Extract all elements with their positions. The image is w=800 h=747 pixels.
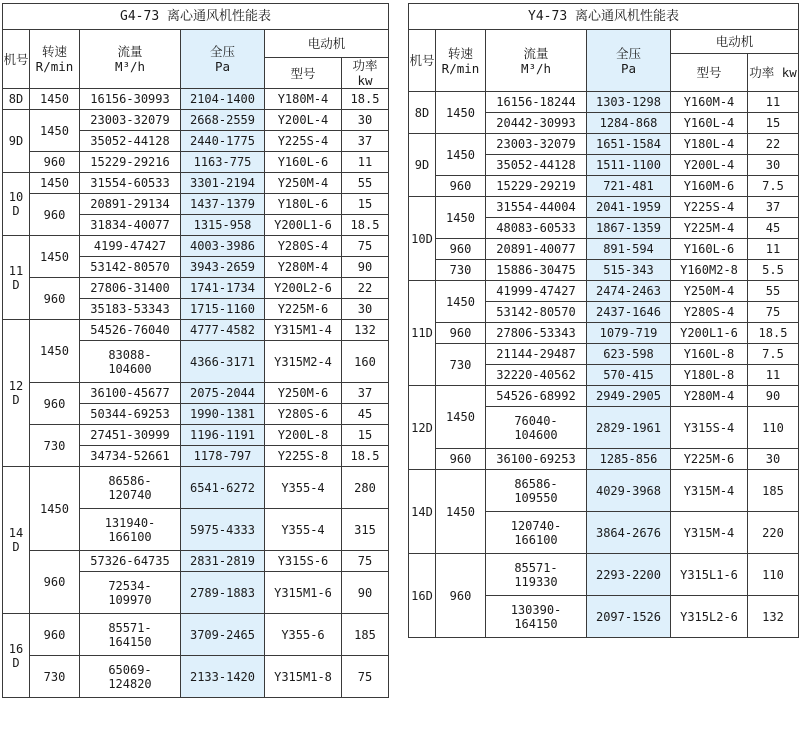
cell-pressure: 1284-868 — [587, 113, 671, 134]
cell-pressure: 4029-3968 — [587, 470, 671, 512]
header-motor-type: 型号 — [671, 54, 748, 92]
table-row — [3, 278, 389, 299]
cell-pressure: 2041-1959 — [587, 197, 671, 218]
cell-flow: 21144-29487 — [486, 344, 587, 365]
cell-pressure: 1285-856 — [587, 449, 671, 470]
header-pressure: 全压 Pa — [181, 30, 265, 89]
cell-motor-type: Y160L-6 — [265, 152, 342, 173]
cell-motor-type: Y225S-8 — [265, 446, 342, 467]
cell-pressure: 4777-4582 — [181, 320, 265, 341]
cell-model: 10D — [409, 197, 436, 281]
cell-motor-type: Y160L-4 — [671, 113, 748, 134]
cell-pressure: 721-481 — [587, 176, 671, 197]
cell-motor-type: Y200L-4 — [671, 155, 748, 176]
cell-power: 11 — [748, 92, 799, 113]
cell-pressure: 2440-1775 — [181, 131, 265, 152]
cell-pressure: 1437-1379 — [181, 194, 265, 215]
cell-pressure: 2474-2463 — [587, 281, 671, 302]
cell-power: 30 — [342, 299, 389, 320]
cell-power: 11 — [748, 239, 799, 260]
header-model: 机号 — [3, 30, 30, 89]
cell-motor-type: Y280S-4 — [671, 302, 748, 323]
cell-power: 30 — [748, 449, 799, 470]
cell-speed: 1450 — [30, 236, 80, 278]
table-row — [409, 176, 799, 197]
cell-motor-type: Y180M-4 — [265, 89, 342, 110]
cell-flow: 20891-40077 — [486, 239, 587, 260]
cell-pressure: 4003-3986 — [181, 236, 265, 257]
cell-pressure: 2104-1400 — [181, 89, 265, 110]
cell-flow: 23003-32079 — [80, 110, 181, 131]
cell-speed: 960 — [30, 152, 80, 173]
cell-motor-type: Y200L-4 — [265, 110, 342, 131]
table-row — [3, 110, 389, 131]
cell-power: 30 — [748, 155, 799, 176]
cell-flow: 41999-47427 — [486, 281, 587, 302]
cell-pressure: 3709-2465 — [181, 614, 265, 656]
cell-pressure: 2949-2905 — [587, 386, 671, 407]
cell-pressure: 1511-1100 — [587, 155, 671, 176]
cell-flow: 35052-44128 — [80, 131, 181, 152]
header-flow: 流量 M³/h — [486, 30, 587, 92]
cell-speed: 960 — [436, 554, 486, 638]
cell-speed: 960 — [436, 239, 486, 260]
cell-pressure: 1741-1734 — [181, 278, 265, 299]
cell-power: 110 — [748, 554, 799, 596]
cell-power: 15 — [342, 194, 389, 215]
cell-power: 7.5 — [748, 344, 799, 365]
cell-speed: 960 — [436, 176, 486, 197]
cell-speed: 960 — [30, 278, 80, 320]
cell-pressure: 1651-1584 — [587, 134, 671, 155]
cell-motor-type: Y200L2-6 — [265, 278, 342, 299]
table-row — [409, 344, 799, 365]
table-row — [409, 281, 799, 302]
cell-motor-type: Y180L-4 — [671, 134, 748, 155]
cell-power: 37 — [748, 197, 799, 218]
cell-speed: 1450 — [30, 89, 80, 110]
cell-motor-type: Y180L-8 — [671, 365, 748, 386]
cell-pressure: 2293-2200 — [587, 554, 671, 596]
cell-power: 18.5 — [342, 446, 389, 467]
cell-pressure: 6541-6272 — [181, 467, 265, 509]
cell-flow: 23003-32079 — [486, 134, 587, 155]
cell-motor-type: Y315S-4 — [671, 407, 748, 449]
table-row — [3, 236, 389, 257]
cell-flow: 36100-45677 — [80, 383, 181, 404]
header-motor-type: 型号 — [265, 58, 342, 89]
cell-speed: 1450 — [30, 173, 80, 194]
cell-power: 55 — [342, 173, 389, 194]
cell-flow: 20442-30993 — [486, 113, 587, 134]
cell-power: 90 — [748, 386, 799, 407]
cell-pressure: 1867-1359 — [587, 218, 671, 239]
cell-power: 75 — [342, 551, 389, 572]
cell-power: 37 — [342, 131, 389, 152]
table-row — [409, 197, 799, 218]
cell-motor-type: Y160M2-8 — [671, 260, 748, 281]
y4-73-performance-table — [408, 3, 799, 638]
cell-motor-type: Y160L-8 — [671, 344, 748, 365]
cell-speed: 1450 — [436, 470, 486, 554]
cell-pressure: 1303-1298 — [587, 92, 671, 113]
cell-power: 90 — [342, 257, 389, 278]
cell-power: 132 — [748, 596, 799, 638]
cell-pressure: 1315-958 — [181, 215, 265, 236]
cell-power: 280 — [342, 467, 389, 509]
header-power: 功率 kw — [748, 54, 799, 92]
cell-power: 75 — [342, 236, 389, 257]
cell-flow: 27806-31400 — [80, 278, 181, 299]
cell-flow: 86586- 120740 — [80, 467, 181, 509]
cell-pressure: 1990-1381 — [181, 404, 265, 425]
cell-model: 14 D — [3, 467, 30, 614]
cell-motor-type: Y355-6 — [265, 614, 342, 656]
cell-motor-type: Y315M1-4 — [265, 320, 342, 341]
cell-pressure: 5975-4333 — [181, 509, 265, 551]
cell-flow: 72534- 109970 — [80, 572, 181, 614]
cell-power: 22 — [748, 134, 799, 155]
header-power: 功率 kw — [342, 58, 389, 89]
cell-speed: 1450 — [30, 467, 80, 551]
cell-motor-type: Y250M-4 — [265, 173, 342, 194]
table-row — [409, 260, 799, 281]
header-speed: 转速 R/min — [30, 30, 80, 89]
cell-flow: 27451-30999 — [80, 425, 181, 446]
cell-motor-type: Y315L2-6 — [671, 596, 748, 638]
cell-speed: 960 — [436, 449, 486, 470]
cell-power: 18.5 — [748, 323, 799, 344]
cell-flow: 31554-44004 — [486, 197, 587, 218]
cell-flow: 16156-18244 — [486, 92, 587, 113]
cell-power: 45 — [748, 218, 799, 239]
cell-pressure: 3301-2194 — [181, 173, 265, 194]
cell-flow: 54526-76040 — [80, 320, 181, 341]
cell-pressure: 1178-797 — [181, 446, 265, 467]
cell-pressure: 1079-719 — [587, 323, 671, 344]
cell-motor-type: Y180L-6 — [265, 194, 342, 215]
table-row — [3, 194, 389, 215]
cell-pressure: 3864-2676 — [587, 512, 671, 554]
cell-motor-type: Y315M1-8 — [265, 656, 342, 698]
cell-power: 11 — [342, 152, 389, 173]
cell-speed: 1450 — [436, 386, 486, 449]
cell-power: 160 — [342, 341, 389, 383]
cell-flow: 31554-60533 — [80, 173, 181, 194]
cell-pressure: 2668-2559 — [181, 110, 265, 131]
cell-power: 55 — [748, 281, 799, 302]
cell-speed: 1450 — [436, 92, 486, 134]
header-speed: 转速 R/min — [436, 30, 486, 92]
cell-model: 9D — [3, 110, 30, 173]
cell-power: 18.5 — [342, 215, 389, 236]
cell-model: 8D — [409, 92, 436, 134]
cell-flow: 35183-53343 — [80, 299, 181, 320]
cell-speed: 1450 — [436, 281, 486, 323]
cell-flow: 130390- 164150 — [486, 596, 587, 638]
cell-flow: 27806-53343 — [486, 323, 587, 344]
cell-power: 30 — [342, 110, 389, 131]
table-row — [3, 425, 389, 446]
cell-motor-type: Y250M-4 — [671, 281, 748, 302]
cell-speed: 1450 — [436, 134, 486, 176]
cell-power: 11 — [748, 365, 799, 386]
cell-flow: 32220-40562 — [486, 365, 587, 386]
table-row — [3, 656, 389, 698]
table-row — [3, 152, 389, 173]
cell-power: 90 — [342, 572, 389, 614]
cell-power: 15 — [342, 425, 389, 446]
table-row — [3, 383, 389, 404]
header-model: 机号 — [409, 30, 436, 92]
cell-flow: 16156-30993 — [80, 89, 181, 110]
cell-flow: 85571- 164150 — [80, 614, 181, 656]
cell-flow: 31834-40077 — [80, 215, 181, 236]
cell-model: 16 D — [3, 614, 30, 698]
cell-motor-type: Y355-4 — [265, 509, 342, 551]
cell-motor-type: Y280S-4 — [265, 236, 342, 257]
cell-motor-type: Y315M2-4 — [265, 341, 342, 383]
cell-model: 10 D — [3, 173, 30, 236]
table-row — [3, 89, 389, 110]
table-row — [409, 134, 799, 155]
cell-pressure: 2097-1526 — [587, 596, 671, 638]
cell-flow: 120740- 166100 — [486, 512, 587, 554]
cell-motor-type: Y225M-6 — [265, 299, 342, 320]
cell-motor-type: Y200L1-6 — [265, 215, 342, 236]
cell-model: 11 D — [3, 236, 30, 320]
cell-speed: 960 — [30, 614, 80, 656]
cell-speed: 960 — [30, 194, 80, 236]
cell-speed: 1450 — [30, 320, 80, 383]
table-row — [409, 239, 799, 260]
cell-pressure: 4366-3171 — [181, 341, 265, 383]
cell-motor-type: Y225M-4 — [671, 218, 748, 239]
cell-flow: 86586- 109550 — [486, 470, 587, 512]
cell-flow: 34734-52661 — [80, 446, 181, 467]
cell-flow: 83088- 104600 — [80, 341, 181, 383]
cell-power: 75 — [748, 302, 799, 323]
cell-flow: 53142-80570 — [486, 302, 587, 323]
cell-power: 5.5 — [748, 260, 799, 281]
cell-speed: 960 — [30, 551, 80, 614]
cell-motor-type: Y200L-8 — [265, 425, 342, 446]
cell-motor-type: Y280M-4 — [265, 257, 342, 278]
table-row — [409, 92, 799, 113]
cell-model: 8D — [3, 89, 30, 110]
table-body — [3, 89, 389, 698]
cell-motor-type: Y225S-4 — [671, 197, 748, 218]
cell-flow: 57326-64735 — [80, 551, 181, 572]
cell-motor-type: Y315M-4 — [671, 512, 748, 554]
cell-pressure: 2075-2044 — [181, 383, 265, 404]
cell-power: 185 — [342, 614, 389, 656]
cell-pressure: 3943-2659 — [181, 257, 265, 278]
cell-motor-type: Y280M-4 — [671, 386, 748, 407]
table-row — [3, 173, 389, 194]
cell-motor-type: Y160L-6 — [671, 239, 748, 260]
cell-flow: 4199-47427 — [80, 236, 181, 257]
cell-flow: 53142-80570 — [80, 257, 181, 278]
cell-flow: 50344-69253 — [80, 404, 181, 425]
cell-pressure: 2789-1883 — [181, 572, 265, 614]
cell-flow: 20891-29134 — [80, 194, 181, 215]
table-title: Y4-73 离心通风机性能表 — [409, 4, 799, 30]
cell-motor-type: Y160M-6 — [671, 176, 748, 197]
cell-flow: 15229-29219 — [486, 176, 587, 197]
cell-motor-type: Y355-4 — [265, 467, 342, 509]
cell-power: 185 — [748, 470, 799, 512]
cell-pressure: 1163-775 — [181, 152, 265, 173]
cell-power: 45 — [342, 404, 389, 425]
cell-speed: 1450 — [436, 197, 486, 239]
table-row — [409, 323, 799, 344]
cell-pressure: 570-415 — [587, 365, 671, 386]
cell-power: 75 — [342, 656, 389, 698]
cell-pressure: 2437-1646 — [587, 302, 671, 323]
cell-motor-type: Y225S-4 — [265, 131, 342, 152]
table-row — [409, 554, 799, 596]
cell-speed: 1450 — [30, 110, 80, 152]
cell-speed: 730 — [436, 260, 486, 281]
g4-73-performance-table — [2, 3, 389, 698]
cell-power: 110 — [748, 407, 799, 449]
cell-motor-type: Y250M-6 — [265, 383, 342, 404]
cell-pressure: 2829-1961 — [587, 407, 671, 449]
table-row — [409, 386, 799, 407]
cell-motor-type: Y315L1-6 — [671, 554, 748, 596]
cell-motor-type: Y315M1-6 — [265, 572, 342, 614]
cell-speed: 960 — [30, 383, 80, 425]
cell-motor-type: Y200L1-6 — [671, 323, 748, 344]
cell-motor-type: Y280S-6 — [265, 404, 342, 425]
cell-flow: 76040- 104600 — [486, 407, 587, 449]
cell-flow: 36100-69253 — [486, 449, 587, 470]
table-row — [3, 614, 389, 656]
cell-pressure: 2831-2819 — [181, 551, 265, 572]
cell-power: 7.5 — [748, 176, 799, 197]
cell-pressure: 515-343 — [587, 260, 671, 281]
table-row — [3, 320, 389, 341]
cell-model: 16D — [409, 554, 436, 638]
header-motor: 电动机 — [265, 30, 389, 58]
cell-power: 315 — [342, 509, 389, 551]
cell-pressure: 623-598 — [587, 344, 671, 365]
cell-flow: 15229-29216 — [80, 152, 181, 173]
cell-model: 9D — [409, 134, 436, 197]
cell-model: 11D — [409, 281, 436, 386]
cell-speed: 960 — [436, 323, 486, 344]
cell-pressure: 1715-1160 — [181, 299, 265, 320]
table-row — [409, 470, 799, 512]
cell-power: 22 — [342, 278, 389, 299]
cell-model: 12 D — [3, 320, 30, 467]
cell-motor-type: Y315S-6 — [265, 551, 342, 572]
cell-power: 18.5 — [342, 89, 389, 110]
table-row — [3, 467, 389, 509]
cell-speed: 730 — [30, 656, 80, 698]
table-row — [409, 449, 799, 470]
cell-power: 37 — [342, 383, 389, 404]
cell-flow: 131940- 166100 — [80, 509, 181, 551]
table-body — [409, 92, 799, 638]
header-motor: 电动机 — [671, 30, 799, 54]
cell-flow: 48083-60533 — [486, 218, 587, 239]
cell-power: 220 — [748, 512, 799, 554]
cell-flow: 35052-44128 — [486, 155, 587, 176]
header-pressure: 全压 Pa — [587, 30, 671, 92]
cell-flow: 54526-68992 — [486, 386, 587, 407]
cell-speed: 730 — [30, 425, 80, 467]
cell-speed: 730 — [436, 344, 486, 386]
cell-power: 132 — [342, 320, 389, 341]
table-title: G4-73 离心通风机性能表 — [3, 4, 389, 30]
cell-motor-type: Y160M-4 — [671, 92, 748, 113]
cell-power: 15 — [748, 113, 799, 134]
cell-pressure: 891-594 — [587, 239, 671, 260]
cell-model: 14D — [409, 470, 436, 554]
cell-flow: 15886-30475 — [486, 260, 587, 281]
cell-pressure: 2133-1420 — [181, 656, 265, 698]
cell-motor-type: Y315M-4 — [671, 470, 748, 512]
cell-pressure: 1196-1191 — [181, 425, 265, 446]
cell-flow: 65069- 124820 — [80, 656, 181, 698]
table-row — [3, 551, 389, 572]
cell-motor-type: Y225M-6 — [671, 449, 748, 470]
cell-flow: 85571- 119330 — [486, 554, 587, 596]
header-flow: 流量 M³/h — [80, 30, 181, 89]
cell-model: 12D — [409, 386, 436, 470]
